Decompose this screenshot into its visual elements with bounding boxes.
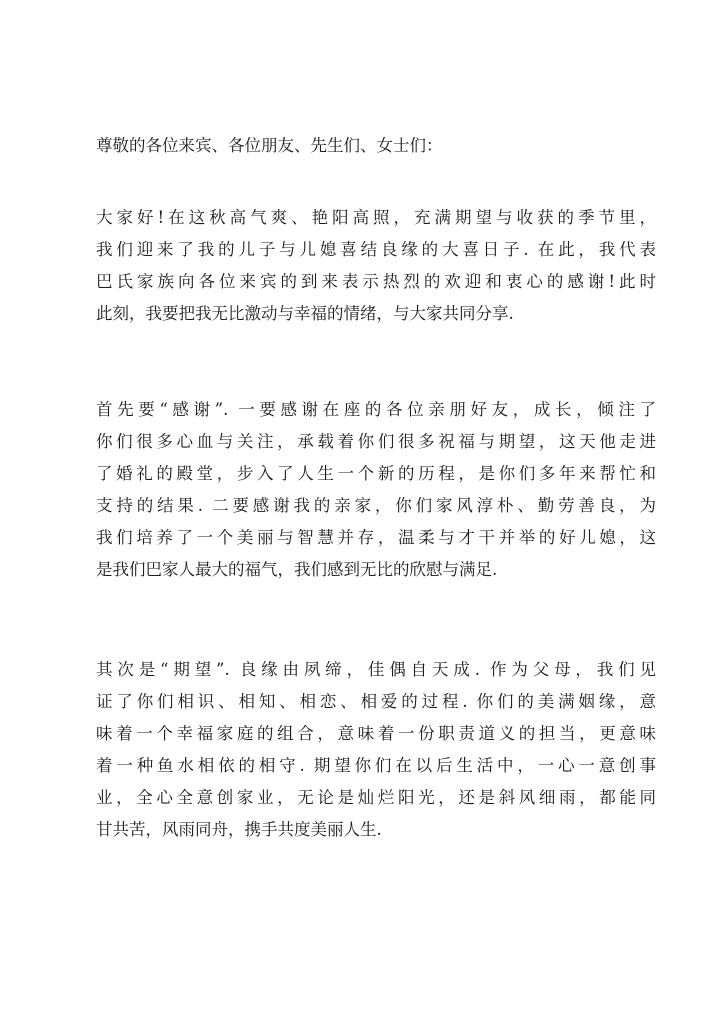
paragraph-line: 首先要“感谢”. 一要感谢在座的各位亲朋好友，成长，倾注了 (96, 400, 656, 419)
paragraph-line: 甘共苦，风雨同舟，携手共度美丽人生. (96, 820, 382, 839)
paragraph-line: 味着一个幸福家庭的组合，意味着一份职责道义的担当，更意味 (96, 724, 656, 743)
paragraph-line: 你们很多心血与关注，承载着你们很多祝福与期望，这天他走进 (96, 432, 656, 451)
paragraph-hopes (96, 654, 656, 846)
paragraph-thanks (96, 394, 656, 586)
paragraph-line: 业，全心全意创家业，无论是灿烂阳光，还是斜风细雨，都能同 (96, 788, 656, 807)
paragraph-line: 是我们巴家人最大的福气，我们感到无比的欣慰与满足. (96, 560, 498, 579)
paragraph-line: 其次是“期望”. 良缘由夙缔，佳偶自天成. 作为父母，我们见 (96, 660, 656, 679)
salutation (96, 130, 656, 162)
paragraph-line: 我们培养了一个美丽与智慧并存，温柔与才干并举的好儿媳，这 (96, 528, 656, 547)
paragraph-line: 证了你们相识、相知、相恋、相爱的过程. 你们的美满姻缘，意 (96, 692, 656, 711)
paragraph-line: 此刻，我要把我无比激动与幸福的情绪，与大家共同分享. (96, 304, 514, 323)
paragraph-greeting (96, 202, 656, 330)
paragraph-line: 支持的结果. 二要感谢我的亲家，你们家风淳朴、勤劳善良，为 (96, 496, 656, 515)
paragraph-line: 了婚礼的殿堂，步入了人生一个新的历程，是你们多年来帮忙和 (96, 464, 656, 483)
paragraph-line: 着一种鱼水相依的相守. 期望你们在以后生活中，一心一意创事 (96, 756, 656, 775)
salutation-text: 尊敬的各位来宾、各位朋友、先生们、女士们： (96, 136, 443, 155)
paragraph-line: 巴氏家族向各位来宾的到来表示热烈的欢迎和衷心的感谢!此时 (96, 272, 656, 291)
paragraph-line: 我们迎来了我的儿子与儿媳喜结良缘的大喜日子. 在此，我代表 (96, 240, 656, 259)
paragraph-line: 大家好!在这秋高气爽、艳阳高照，充满期望与收获的季节里， (96, 208, 656, 227)
